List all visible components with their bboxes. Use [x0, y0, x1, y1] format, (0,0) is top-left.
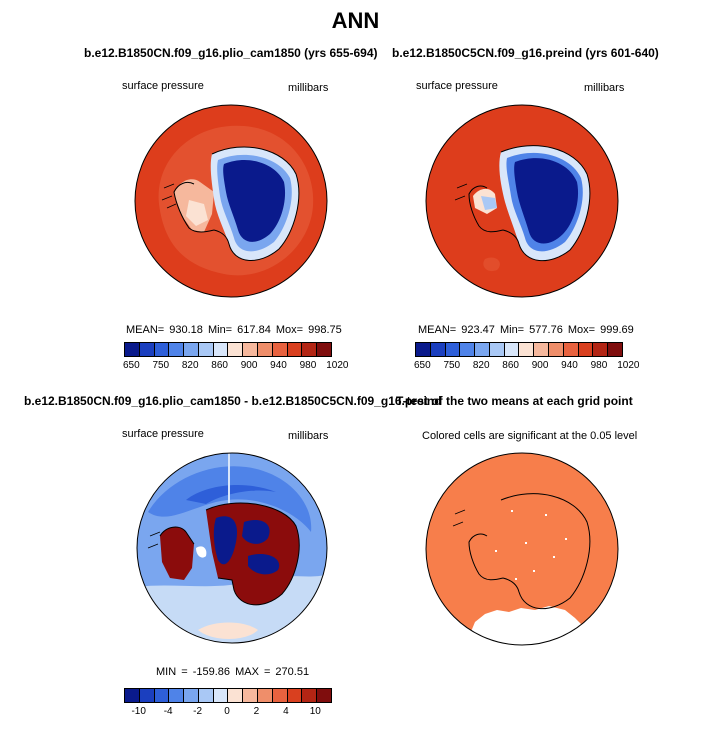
colorbar-tick-label: 980	[590, 360, 608, 371]
panel-2-stats: MEAN= 923.47 Min= 577.76 Mox= 999.69	[418, 324, 634, 336]
panel-4-subtitle: Colored cells are significant at the 0.05 level	[422, 430, 638, 442]
colorbar-tick-label: 10	[309, 706, 321, 717]
panel-2-units-label: millibars	[584, 82, 625, 94]
panel-1-title: b.e12.B1850CN.f09_g16.plio_cam1850 (yrs 655-694)	[84, 46, 378, 60]
panel-3-title: b.e12.B1850CN.f09_g16.plio_cam1850 - b.e12.B1850C5CN.f09_g16.preind	[24, 394, 442, 408]
colorbar-swatch	[125, 343, 140, 356]
colorbar-swatch	[140, 689, 155, 702]
colorbar-swatch	[519, 343, 534, 356]
colorbar-tick-label: -2	[193, 706, 203, 717]
colorbar-swatch	[214, 689, 229, 702]
colorbar-tick-label: -10	[131, 706, 146, 717]
colorbar-tick-label: 860	[211, 360, 228, 371]
panel-1-colorbar-ticks	[123, 360, 349, 374]
colorbar-swatch	[125, 689, 140, 702]
colorbar-swatch	[564, 343, 579, 356]
colorbar-swatch	[416, 343, 431, 356]
colorbar-swatch	[169, 343, 184, 356]
colorbar-swatch	[288, 689, 303, 702]
colorbar-swatch	[431, 343, 446, 356]
colorbar-tick-label: 650	[123, 360, 140, 371]
panel-3-units-label: millibars	[288, 430, 329, 442]
colorbar-swatch	[169, 689, 184, 702]
panel-4-title: T-test of the two means at each grid point	[396, 394, 633, 408]
colorbar-swatch	[258, 689, 273, 702]
panel-1-polar-map	[134, 104, 328, 298]
colorbar-swatch	[243, 343, 258, 356]
panel-1-variable-label: surface pressure	[122, 80, 204, 92]
panel-1-colorbar	[124, 342, 332, 357]
panel-2-title: b.e12.B1850C5CN.f09_g16.preind (yrs 601-640)	[392, 46, 659, 60]
colorbar-swatch	[460, 343, 475, 356]
panel-3-colorbar	[124, 688, 332, 703]
colorbar-swatch	[505, 343, 520, 356]
panel-3-colorbar-ticks	[124, 706, 330, 720]
colorbar-swatch	[155, 689, 170, 702]
colorbar-tick-label: 650	[414, 360, 431, 371]
colorbar-swatch	[199, 343, 214, 356]
panel-1-stats: MEAN= 930.18 Min= 617.84 Mox= 998.75	[126, 324, 342, 336]
panel-2-colorbar	[415, 342, 623, 357]
colorbar-swatch	[155, 343, 170, 356]
panel-3-variable-label: surface pressure	[122, 428, 204, 440]
panel-1-units-label: millibars	[288, 82, 329, 94]
colorbar-swatch	[140, 343, 155, 356]
panel-3-polar-map	[136, 452, 328, 644]
colorbar-swatch	[490, 343, 505, 356]
colorbar-tick-label: -4	[163, 706, 173, 717]
figure-title: ANN	[331, 8, 380, 33]
colorbar-tick-label: 2	[253, 706, 260, 717]
colorbar-swatch	[288, 343, 303, 356]
panel-2-polar-map	[425, 104, 619, 298]
colorbar-swatch	[228, 689, 243, 702]
colorbar-tick-label: 4	[283, 706, 289, 717]
colorbar-swatch	[475, 343, 490, 356]
colorbar-tick-label: 1020	[326, 360, 349, 371]
colorbar-tick-label: 940	[270, 360, 287, 371]
panel-2-variable-label: surface pressure	[416, 80, 498, 92]
colorbar-swatch	[243, 689, 258, 702]
panel-4-polar-map	[425, 452, 619, 646]
colorbar-tick-label: 980	[299, 360, 317, 371]
colorbar-swatch	[199, 689, 214, 702]
colorbar-swatch	[273, 689, 288, 702]
colorbar-swatch	[273, 343, 288, 356]
panel-3-stats: MIN = -159.86 MAX = 270.51	[156, 666, 310, 678]
colorbar-swatch	[317, 343, 331, 356]
colorbar-tick-label: 900	[240, 360, 258, 371]
colorbar-tick-label: 900	[531, 360, 549, 371]
colorbar-tick-label: 750	[443, 360, 461, 371]
colorbar-swatch	[317, 689, 331, 702]
colorbar-swatch	[228, 343, 243, 356]
colorbar-swatch	[608, 343, 622, 356]
colorbar-swatch	[214, 343, 229, 356]
colorbar-swatch	[302, 343, 317, 356]
colorbar-swatch	[593, 343, 608, 356]
colorbar-tick-label: 750	[152, 360, 170, 371]
colorbar-tick-label: 860	[502, 360, 519, 371]
colorbar-tick-label: 820	[181, 360, 199, 371]
colorbar-tick-label: 1020	[617, 360, 640, 371]
colorbar-tick-label: 940	[561, 360, 578, 371]
colorbar-swatch	[549, 343, 564, 356]
colorbar-swatch	[258, 343, 273, 356]
colorbar-swatch	[579, 343, 594, 356]
colorbar-swatch	[534, 343, 549, 356]
colorbar-swatch	[184, 689, 199, 702]
colorbar-swatch	[302, 689, 317, 702]
panel-2-colorbar-ticks	[414, 360, 640, 374]
colorbar-tick-label: 820	[472, 360, 490, 371]
colorbar-tick-label: 0	[224, 706, 230, 717]
colorbar-swatch	[184, 343, 199, 356]
colorbar-swatch	[446, 343, 461, 356]
